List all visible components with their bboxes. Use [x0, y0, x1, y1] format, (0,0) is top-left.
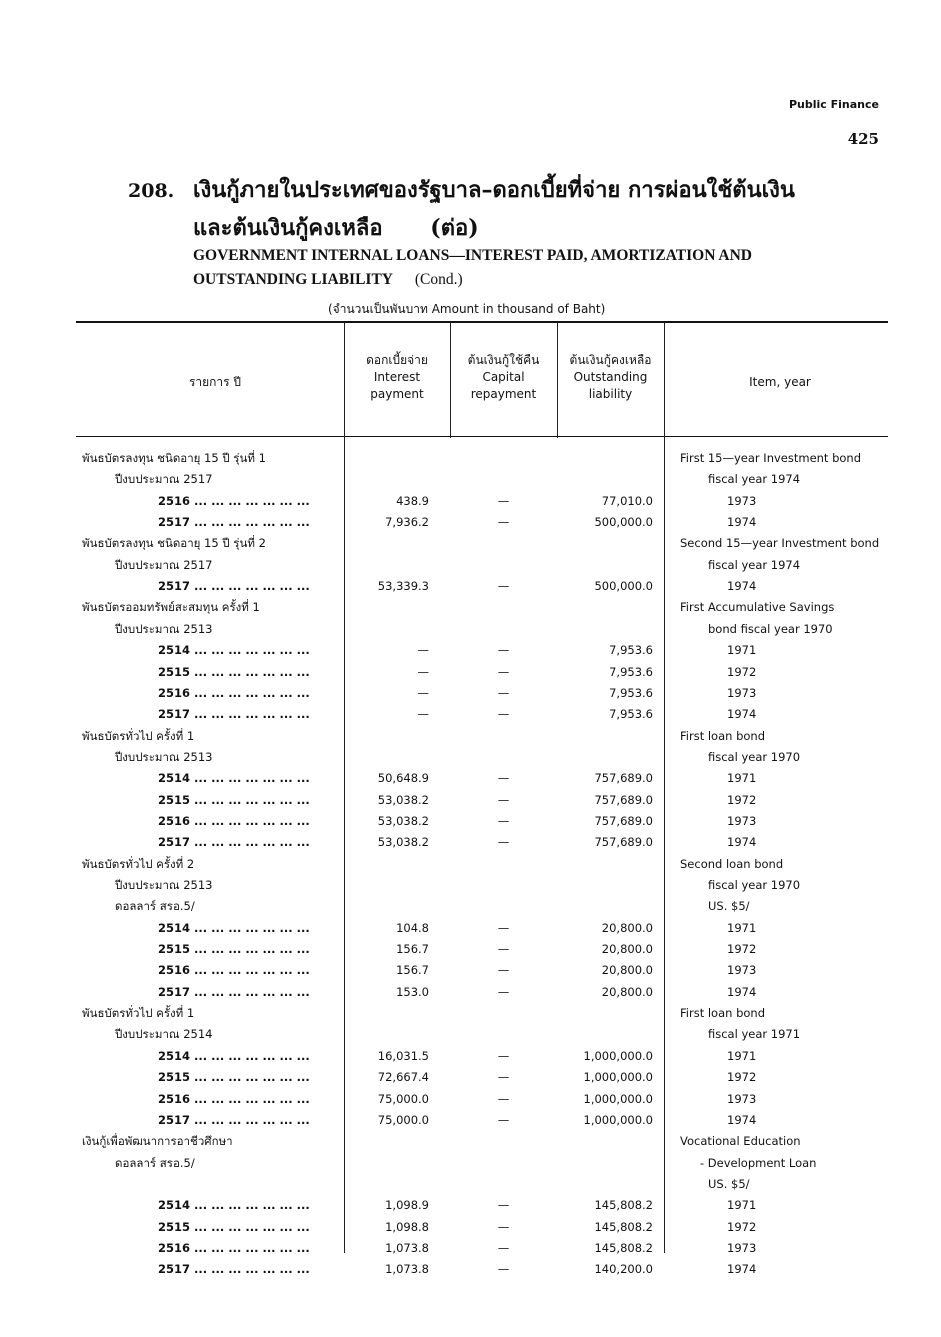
- outstanding-cell: 77,010.0: [601, 493, 653, 508]
- interest-cell: 53,038.2: [377, 792, 429, 807]
- row-label: ปีงบประมาณ 2517: [115, 472, 213, 487]
- row-year: 2517 ... ... ... ... ... ... ...: [158, 1112, 310, 1127]
- capital-cell: —: [497, 493, 510, 508]
- table-row: [0, 1195, 941, 1216]
- table-row: [0, 982, 941, 1003]
- item-en-cell: 1973: [727, 493, 757, 508]
- row-year: 2515 ... ... ... ... ... ... ...: [158, 1219, 310, 1234]
- item-en-cell: 1973: [727, 963, 757, 978]
- row-label: พันธบัตรลงทุน ชนิดอายุ 15 ปี รุ่นที่ 2: [82, 536, 266, 551]
- capital-cell: —: [497, 515, 510, 530]
- item-en-cell: 1974: [727, 984, 757, 999]
- table-row: [0, 726, 941, 747]
- english-title-cont: (Cond.): [414, 271, 463, 288]
- item-en-cell: 1973: [727, 1091, 757, 1106]
- interest-cell: 16,031.5: [377, 1048, 429, 1063]
- outstanding-cell: 7,953.6: [609, 707, 653, 722]
- thai-title-text: และต้นเงินกู้คงเหลือ: [193, 215, 383, 241]
- capital-cell: —: [497, 792, 510, 807]
- item-en-cell: 1971: [727, 1198, 757, 1213]
- header-interest: [344, 352, 450, 403]
- outstanding-cell: 757,689.0: [594, 835, 653, 850]
- capital-cell: —: [497, 1219, 510, 1234]
- table-row: [0, 533, 941, 554]
- item-en-cell: fiscal year 1971: [708, 1027, 801, 1042]
- capital-cell: —: [497, 942, 510, 957]
- row-year: 2517 ... ... ... ... ... ... ...: [158, 579, 310, 594]
- english-title-line2: [193, 271, 463, 289]
- header-bottom-rule: [76, 436, 888, 437]
- row-label: พันธบัตรทั่วไป ครั้งที่ 2: [82, 856, 195, 871]
- outstanding-cell: 145,808.2: [594, 1219, 653, 1234]
- table-row: [0, 1174, 941, 1195]
- row-year: 2514 ... ... ... ... ... ... ...: [158, 1198, 310, 1213]
- item-en-cell: fiscal year 1970: [708, 749, 801, 764]
- capital-cell: —: [497, 707, 510, 722]
- table-row: [0, 1238, 941, 1259]
- row-label: พันธบัตรออมทรัพย์สะสมทุน ครั้งที่ 1: [82, 600, 260, 615]
- row-year: 2514 ... ... ... ... ... ... ...: [158, 643, 310, 658]
- capital-cell: —: [497, 685, 510, 700]
- table-row: [0, 683, 941, 704]
- item-en-cell: 1973: [727, 813, 757, 828]
- interest-cell: 72,667.4: [377, 1070, 429, 1085]
- item-en-cell: 1971: [727, 771, 757, 786]
- header-interest-th: ดอกเบี้ยจ่าย: [366, 353, 428, 367]
- item-en-cell: fiscal year 1970: [708, 878, 801, 892]
- row-label: ดอลลาร์ สรอ.5/: [115, 1155, 195, 1170]
- row-year: 2514 ... ... ... ... ... ... ...: [158, 920, 310, 935]
- row-year: 2517 ... ... ... ... ... ... ...: [158, 515, 310, 530]
- header-outstanding-th: ต้นเงินกู้คงเหลือ: [569, 353, 652, 367]
- outstanding-cell: 7,953.6: [609, 685, 653, 700]
- outstanding-cell: 7,953.6: [609, 664, 653, 679]
- row-year: 2514 ... ... ... ... ... ... ...: [158, 771, 310, 786]
- table-row: [0, 1131, 941, 1152]
- row-label: พันธบัตรทั่วไป ครั้งที่ 1: [82, 1006, 195, 1021]
- item-en-cell: fiscal year 1974: [708, 472, 801, 487]
- row-year: 2515 ... ... ... ... ... ... ...: [158, 664, 310, 679]
- row-year: 2516 ... ... ... ... ... ... ...: [158, 963, 310, 978]
- interest-cell: 75,000.0: [377, 1112, 429, 1127]
- outstanding-cell: 145,808.2: [594, 1198, 653, 1213]
- capital-cell: —: [497, 771, 510, 786]
- row-year: 2516 ... ... ... ... ... ... ...: [158, 1240, 310, 1255]
- interest-cell: 1,098.8: [385, 1219, 429, 1234]
- row-year: 2517 ... ... ... ... ... ... ...: [158, 707, 310, 722]
- row-label: พันธบัตรลงทุน ชนิดอายุ 15 ปี รุ่นที่ 1: [82, 451, 266, 465]
- interest-cell: 1,073.8: [385, 1240, 429, 1255]
- item-en-cell: bond fiscal year 1970: [708, 621, 833, 636]
- row-year: 2516 ... ... ... ... ... ... ...: [158, 1091, 310, 1106]
- table-number: 208.: [128, 180, 175, 202]
- outstanding-cell: 757,689.0: [594, 792, 653, 807]
- outstanding-cell: 500,000.0: [594, 515, 653, 530]
- outstanding-cell: 145,808.2: [594, 1240, 653, 1255]
- interest-cell: —: [417, 664, 429, 679]
- interest-cell: 7,936.2: [385, 515, 429, 530]
- outstanding-cell: 7,953.6: [609, 643, 653, 658]
- header-capital: [450, 352, 557, 403]
- thai-title-line1: เงินกู้ภายในประเทศของรัฐบาล–ดอกเบี้ยที่จ่าย การผ่อนใช้ต้นเงิน: [193, 177, 795, 203]
- table-row: [0, 832, 941, 853]
- item-en-cell: - Development Loan: [700, 1155, 817, 1170]
- capital-cell: —: [497, 963, 510, 978]
- table-row: [0, 960, 941, 981]
- outstanding-cell: 1,000,000.0: [583, 1048, 653, 1063]
- capital-cell: —: [497, 579, 510, 594]
- table-row: [0, 662, 941, 683]
- table-row: [0, 704, 941, 725]
- table-row: [0, 1024, 941, 1045]
- item-en-cell: 1972: [727, 1070, 757, 1085]
- english-title-text: OUTSTANDING LIABILITY: [193, 271, 393, 288]
- section-header: Public Finance: [788, 98, 879, 111]
- header-interest-en2: payment: [370, 387, 424, 401]
- row-year: 2515 ... ... ... ... ... ... ...: [158, 942, 310, 957]
- outstanding-cell: 757,689.0: [594, 813, 653, 828]
- interest-cell: 153.0: [396, 984, 429, 999]
- capital-cell: —: [497, 1070, 510, 1085]
- interest-cell: 75,000.0: [377, 1091, 429, 1106]
- capital-cell: —: [497, 1262, 510, 1277]
- table-row: [0, 619, 941, 640]
- item-en-cell: Vocational Education: [680, 1134, 801, 1149]
- thai-title-line2: [193, 210, 479, 245]
- item-en-cell: 1971: [727, 1048, 757, 1063]
- row-year: 2516 ... ... ... ... ... ... ...: [158, 685, 310, 700]
- item-en-cell: 1973: [727, 685, 757, 700]
- row-label: ปีงบประมาณ 2513: [115, 878, 213, 892]
- interest-cell: 156.7: [396, 942, 429, 957]
- outstanding-cell: 20,800.0: [601, 920, 653, 935]
- header-outstanding: [557, 352, 664, 403]
- header-capital-th: ต้นเงินกู้ใช้คืน: [467, 353, 540, 367]
- item-en-cell: 1971: [727, 643, 757, 658]
- item-en-cell: US. $5/: [708, 899, 750, 914]
- item-en-cell: First Accumulative Savings: [680, 600, 835, 615]
- capital-cell: —: [497, 1048, 510, 1063]
- table-row: [0, 597, 941, 618]
- table-row: [0, 1046, 941, 1067]
- row-year: 2516 ... ... ... ... ... ... ...: [158, 813, 310, 828]
- header-capital-en1: Capital: [482, 370, 525, 384]
- table-row: [0, 448, 941, 469]
- table-row: [0, 555, 941, 576]
- table-row: [0, 939, 941, 960]
- item-en-cell: 1974: [727, 579, 757, 594]
- table-row: [0, 1067, 941, 1088]
- table-row: [0, 811, 941, 832]
- row-label: พันธบัตรทั่วไป ครั้งที่ 1: [82, 728, 195, 743]
- row-label: ปีงบประมาณ 2513: [115, 621, 213, 636]
- row-year: 2514 ... ... ... ... ... ... ...: [158, 1048, 310, 1063]
- item-en-cell: 1974: [727, 1262, 757, 1277]
- table-row: [0, 1153, 941, 1174]
- table-row: [0, 1217, 941, 1238]
- header-outstanding-en1: Outstanding: [573, 370, 648, 384]
- capital-cell: —: [497, 1198, 510, 1213]
- table-row: [0, 768, 941, 789]
- capital-cell: —: [497, 1240, 510, 1255]
- interest-cell: 438.9: [396, 493, 429, 508]
- item-en-cell: 1973: [727, 1240, 757, 1255]
- row-year: 2515 ... ... ... ... ... ... ...: [158, 792, 310, 807]
- row-year: 2517 ... ... ... ... ... ... ...: [158, 984, 310, 999]
- table-row: [0, 1089, 941, 1110]
- table-row: [0, 790, 941, 811]
- capital-cell: —: [497, 1091, 510, 1106]
- table-row: [0, 918, 941, 939]
- capital-cell: —: [497, 813, 510, 828]
- interest-cell: —: [417, 685, 429, 700]
- table-row: [0, 747, 941, 768]
- row-year: 2515 ... ... ... ... ... ... ...: [158, 1070, 310, 1085]
- outstanding-cell: 20,800.0: [601, 984, 653, 999]
- table-top-rule: [76, 321, 888, 323]
- capital-cell: —: [497, 1112, 510, 1127]
- table-row: [0, 896, 941, 917]
- table-row: [0, 576, 941, 597]
- item-en-cell: First 15—year Investment bond: [680, 451, 862, 465]
- interest-cell: 53,038.2: [377, 813, 429, 828]
- row-label: ปีงบประมาณ 2517: [115, 557, 213, 572]
- header-interest-en1: Interest: [373, 370, 421, 384]
- item-en-cell: 1972: [727, 792, 757, 807]
- outstanding-cell: 20,800.0: [601, 963, 653, 978]
- page-number: 425: [847, 130, 879, 148]
- table-row: [0, 512, 941, 533]
- outstanding-cell: 500,000.0: [594, 579, 653, 594]
- item-en-cell: 1974: [727, 515, 757, 530]
- item-en-cell: Second loan bond: [680, 856, 784, 871]
- outstanding-cell: 1,000,000.0: [583, 1070, 653, 1085]
- interest-cell: 104.8: [396, 920, 429, 935]
- english-title-line1: GOVERNMENT INTERNAL LOANS—INTEREST PAID, AMORTIZATION AND: [193, 247, 752, 264]
- interest-cell: 1,073.8: [385, 1262, 429, 1277]
- table-row: [0, 469, 941, 490]
- row-label: เงินกู้เพื่อพัฒนาการอาชีวศึกษา: [82, 1134, 233, 1149]
- capital-cell: —: [497, 835, 510, 850]
- item-en-cell: 1971: [727, 920, 757, 935]
- header-capital-en2: repayment: [470, 387, 537, 401]
- outstanding-cell: 140,200.0: [594, 1262, 653, 1277]
- capital-cell: —: [497, 643, 510, 658]
- item-en-cell: 1972: [727, 942, 757, 957]
- item-en-cell: 1974: [727, 1112, 757, 1127]
- item-en-cell: 1974: [727, 707, 757, 722]
- thai-title-cont: (ต่อ): [430, 215, 479, 241]
- capital-cell: —: [497, 920, 510, 935]
- table-row: [0, 1259, 941, 1280]
- item-en-cell: fiscal year 1974: [708, 557, 801, 572]
- table-row: [0, 854, 941, 875]
- table-row: [0, 491, 941, 512]
- units-note: (จำนวนเป็นพันบาท Amount in thousand of Baht): [328, 302, 606, 316]
- row-year: 2516 ... ... ... ... ... ... ...: [158, 493, 310, 508]
- table-row: [0, 640, 941, 661]
- capital-cell: —: [497, 664, 510, 679]
- item-en-cell: US. $5/: [708, 1176, 750, 1191]
- interest-cell: 156.7: [396, 963, 429, 978]
- header-item-en: Item, year: [749, 375, 811, 389]
- capital-cell: —: [497, 984, 510, 999]
- outstanding-cell: 757,689.0: [594, 771, 653, 786]
- table-row: [0, 1003, 941, 1024]
- interest-cell: 53,038.2: [377, 835, 429, 850]
- interest-cell: —: [417, 707, 429, 722]
- outstanding-cell: 1,000,000.0: [583, 1091, 653, 1106]
- header-item-th: รายการ ปี: [188, 375, 242, 389]
- header-outstanding-en2: liability: [588, 387, 633, 401]
- interest-cell: 50,648.9: [377, 771, 429, 786]
- row-label: ปีงบประมาณ 2513: [115, 749, 213, 764]
- row-label: ปีงบประมาณ 2514: [115, 1027, 213, 1042]
- item-en-cell: First loan bond: [680, 1006, 766, 1021]
- interest-cell: 53,339.3: [377, 579, 429, 594]
- row-year: 2517 ... ... ... ... ... ... ...: [158, 1262, 310, 1277]
- table-row: [0, 1110, 941, 1131]
- row-year: 2517 ... ... ... ... ... ... ...: [158, 835, 310, 850]
- item-en-cell: 1972: [727, 664, 757, 679]
- outstanding-cell: 1,000,000.0: [583, 1112, 653, 1127]
- interest-cell: 1,098.9: [385, 1198, 429, 1213]
- item-en-cell: Second 15—year Investment bond: [680, 536, 880, 551]
- outstanding-cell: 20,800.0: [601, 942, 653, 957]
- item-en-cell: 1974: [727, 835, 757, 850]
- item-en-cell: 1972: [727, 1219, 757, 1234]
- interest-cell: —: [417, 643, 429, 658]
- item-en-cell: First loan bond: [680, 728, 766, 743]
- table-row: [0, 875, 941, 896]
- row-label: ดอลลาร์ สรอ.5/: [115, 899, 195, 914]
